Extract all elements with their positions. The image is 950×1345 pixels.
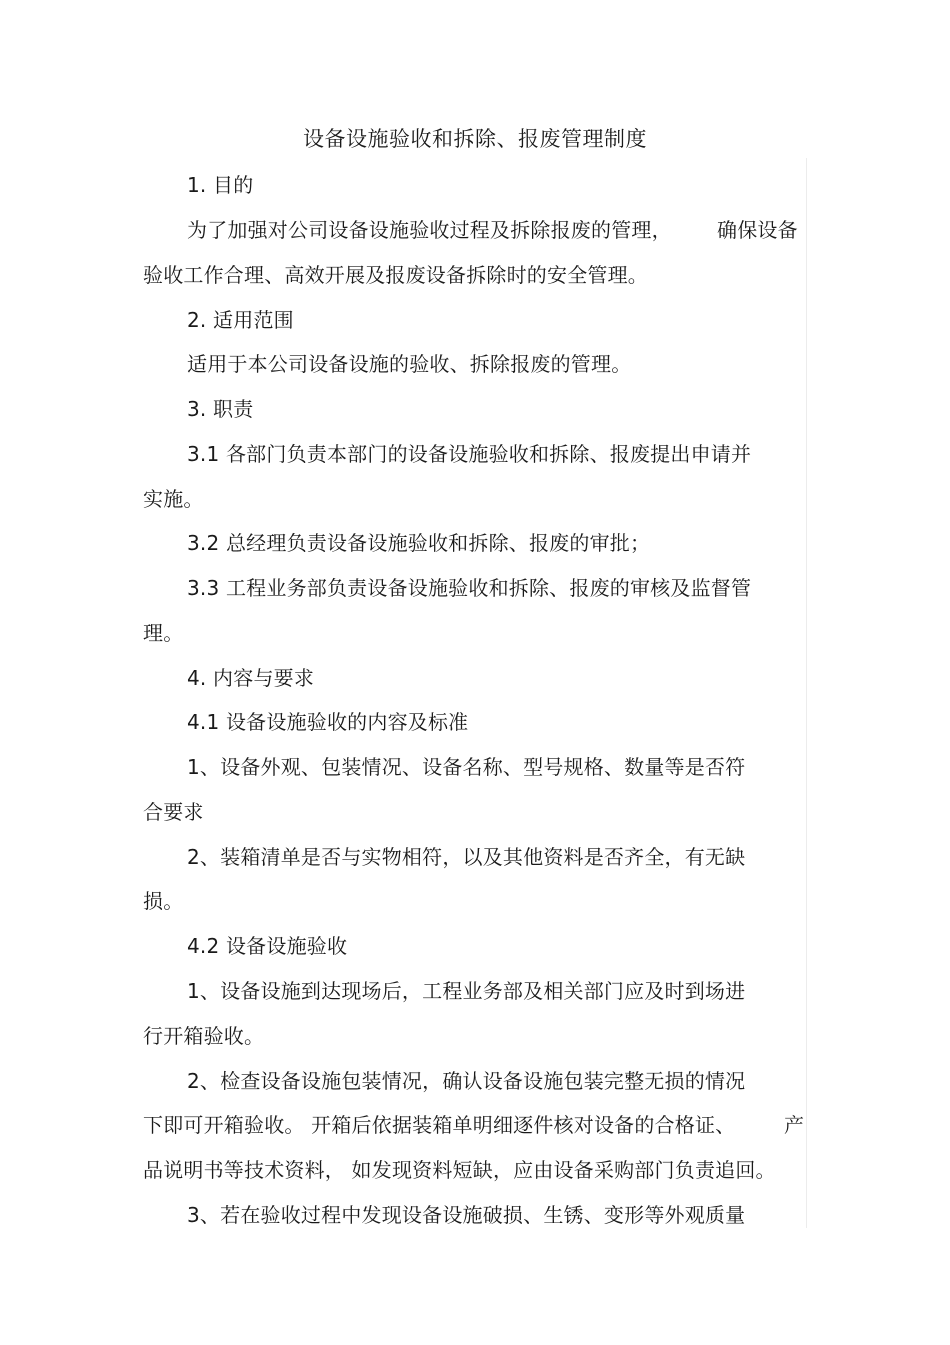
paragraph-line: 行开箱验收。 [143,1024,265,1048]
paragraph-line: 下即可开箱验收。 开箱后依据装箱单明细逐件核对设备的合格证、 [143,1113,736,1137]
paragraph-line: 适用于本公司设备设施的验收、拆除报废的管理。 [187,352,632,376]
section-heading-purpose: 1. 目的 [187,173,254,197]
paragraph-line: 1、设备外观、包装情况、设备名称、型号规格、数量等是否符 [187,755,746,779]
section-heading-scope: 2. 适用范围 [187,308,294,332]
paragraph-line: 3.1 各部门负责本部门的设备设施验收和拆除、报废提出申请并 [187,442,752,466]
paragraph-line: 为了加强对公司设备设施验收过程及拆除报废的管理， [187,218,672,242]
paragraph-line-tail: 确保设备 [717,218,798,242]
subsection-heading: 4.1 设备设施验收的内容及标准 [187,710,469,734]
paragraph-line: 3、若在验收过程中发现设备设施破损、生锈、变形等外观质量 [187,1203,746,1227]
paragraph-line: 2、装箱清单是否与实物相符，以及其他资料是否齐全，有无缺 [187,845,746,869]
section-heading-duties: 3. 职责 [187,397,254,421]
page-edge-rule [806,158,807,1228]
paragraph-line: 验收工作合理、高效开展及报废设备拆除时的安全管理。 [143,263,648,287]
paragraph-line-tail: 产 [784,1113,805,1137]
paragraph-line: 3.2 总经理负责设备设施验收和拆除、报废的审批； [187,531,651,555]
paragraph-line: 2、检查设备设施包装情况，确认设备设施包装完整无损的情况 [187,1069,746,1093]
paragraph-line: 合要求 [143,800,204,824]
paragraph-line: 3.3 工程业务部负责设备设施验收和拆除、报废的审核及监督管 [187,576,752,600]
paragraph-line: 损。 [143,889,184,913]
paragraph-line: 1、设备设施到达现场后，工程业务部及相关部门应及时到场进 [187,979,746,1003]
paragraph-line: 品说明书等技术资料， 如发现资料短缺，应由设备采购部门负责追回。 [143,1158,776,1182]
paragraph-line: 理。 [143,621,184,645]
document-title: 设备设施验收和拆除、报废管理制度 [303,127,647,151]
subsection-heading: 4.2 设备设施验收 [187,934,348,958]
section-heading-content: 4. 内容与要求 [187,666,315,690]
paragraph-line: 实施。 [143,487,204,511]
